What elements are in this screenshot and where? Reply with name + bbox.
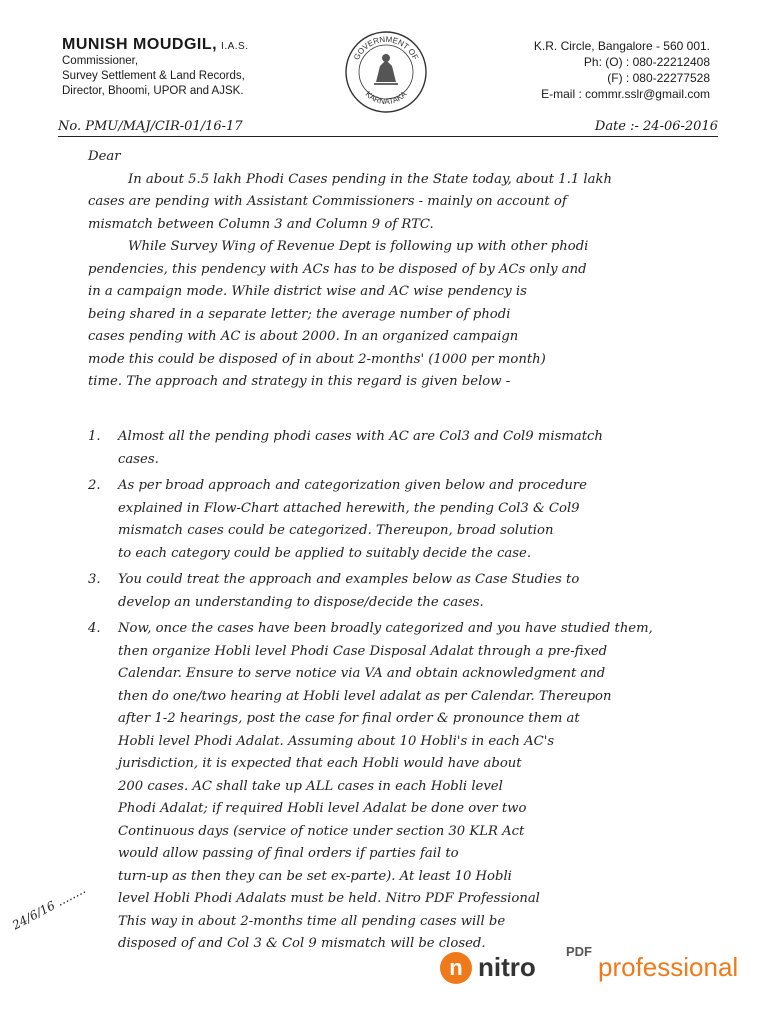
text-line: Continuous days (service of notice under section 30 KLR Act: [118, 823, 525, 839]
text-line: jurisdiction, it is expected that each Hobli would have about: [118, 756, 522, 771]
text-line: As per broad approach and categorization given below and procedure: [118, 478, 587, 493]
letter-date: Date :- 24-06-2016: [594, 119, 718, 134]
text-line: In about 5.5 lakh Phodi Cases pending in the State today, about 1.1 lakh: [128, 171, 612, 187]
karnataka-seal: [344, 30, 428, 114]
office-email: E-mail : commr.sslr@gmail.com: [541, 87, 710, 101]
text-line: in a campaign mode. While district wise and AC wise pendency is: [88, 284, 527, 299]
salutation: Dear: [88, 149, 121, 164]
letterhead-right: [450, 38, 710, 102]
point-item: [88, 475, 728, 565]
text-line: mismatch between Column 3 and Column 9 of RTC.: [88, 216, 434, 232]
letter-body: [88, 146, 720, 394]
numbered-points: [88, 426, 728, 960]
text-line: This way in about 2-months time all pending cases will be: [118, 913, 506, 929]
text-line: Calendar. Ensure to serve notice via VA and obtain acknowledgment and: [118, 666, 606, 681]
text-line: Hobli level Phodi Adalat. Assuming about 10 Hobli's in each AC's: [118, 733, 555, 749]
designation-line: Commissioner,: [62, 55, 139, 67]
text-line: Phodi Adalat; if required Hobli level Adalat be done over two: [118, 801, 527, 816]
point-item: [88, 618, 728, 956]
office-address: K.R. Circle, Bangalore - 560 001.: [533, 39, 710, 53]
paragraph: [88, 169, 720, 237]
watermark-pdf: PDF: [566, 944, 592, 959]
text-line: time. The approach and strategy in this regard is given below -: [88, 374, 511, 389]
text-line: to each category could be applied to suitably decide the case.: [118, 545, 532, 561]
designation-line: Survey Settlement & Land Records,: [62, 70, 245, 82]
text-line: Almost all the pending phodi cases with AC are Col3 and Col9 mismatch: [118, 429, 603, 444]
text-line: mode this could be disposed of in about 2-months' (1000 per month): [88, 351, 546, 367]
handwritten-margin-note: 24/6/16 ........: [10, 882, 88, 933]
nitro-logo-icon: n: [440, 952, 472, 984]
text-line: cases are pending with Assistant Commissioners - mainly on account of: [88, 194, 567, 209]
emblem-icon: [344, 30, 428, 114]
text-line: pendencies, this pendency with ACs has to be disposed of by ACs only and: [88, 261, 587, 277]
text-line: after 1-2 hearings, post the case for final order & pronounce them at: [118, 711, 580, 726]
text-line: cases pending with AC is about 2000. In an organized campaign: [88, 329, 519, 344]
svg-text:KARNATAKA: [364, 89, 409, 106]
text-line: then organize Hobli level Phodi Case Disposal Adalat through a pre-fixed: [118, 643, 608, 659]
office-fax: (F) : 080-22277528: [607, 71, 710, 85]
officer-name: MUNISH MOUDGIL, I.A.S.: [62, 36, 249, 53]
text-line: While Survey Wing of Revenue Dept is following up with other phodi: [128, 239, 589, 254]
text-line: explained in Flow-Chart attached herewith, the pending Col3 & Col9: [118, 500, 580, 516]
point-number: 4.: [88, 621, 101, 636]
text-line: mismatch cases could be categorized. Thereupon, broad solution: [118, 523, 554, 538]
point-number: 2.: [88, 478, 101, 493]
text-line: then do one/two hearing at Hobli level adalat as per Calendar. Thereupon: [118, 688, 612, 704]
text-line: would allow passing of final orders if parties fail to: [118, 846, 459, 861]
point-number: 3.: [88, 572, 101, 587]
text-line: 200 cases. AC shall take up ALL cases in each Hobli level: [118, 778, 503, 794]
reference-line: [58, 118, 718, 137]
text-line: level Hobli Phodi Adalats must be held. Nitro PDF Professional: [118, 891, 540, 906]
nitro-watermark: [440, 944, 762, 988]
seal-bottom-text: KARNATAKA: [363, 89, 409, 107]
watermark-brand: nitro: [478, 952, 536, 982]
text-line: being shared in a separate letter; the average number of phodi: [88, 306, 511, 322]
text-line: disposed of and Col 3 & Col 9 mismatch will be closed.: [118, 936, 486, 951]
letterhead-left: [62, 36, 312, 99]
point-item: [88, 426, 728, 471]
designation-line: Director, Bhoomi, UPOR and AJSK.: [62, 85, 244, 97]
watermark-edition: professional: [598, 952, 739, 982]
paragraph: [88, 236, 720, 394]
office-phone: Ph: (O) : 080-22212408: [583, 55, 710, 69]
point-item: [88, 569, 728, 614]
reference-number: No. PMU/MAJ/CIR-01/16-17: [58, 119, 243, 134]
text-line: Now, once the cases have been broadly categorized and you have studied them,: [118, 621, 653, 636]
seal-top-text: GOVERNMENT OF: [351, 34, 421, 62]
text-line: You could treat the approach and examples below as Case Studies to: [118, 572, 580, 587]
point-number: 1.: [88, 429, 101, 444]
name-suffix: I.A.S.: [221, 41, 249, 52]
text-line: turn-up as then they can be set ex-parte). At least 10 Hobli: [118, 868, 512, 884]
text-line: cases.: [118, 451, 159, 467]
text-line: develop an understanding to dispose/decide the cases.: [118, 594, 484, 610]
